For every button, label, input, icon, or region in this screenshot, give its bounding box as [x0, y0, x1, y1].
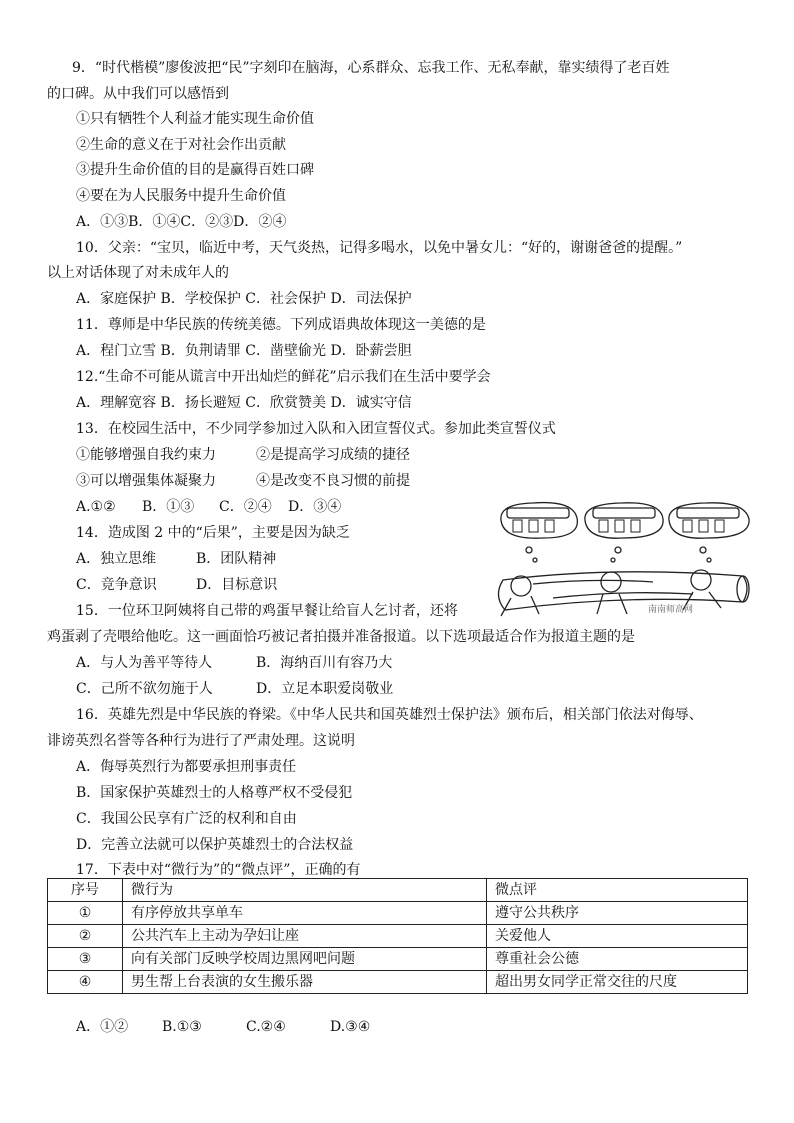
table-cell: 遵守公共秩序 — [487, 902, 748, 925]
q15-option-d: D．立足本职爱岗敬业 — [256, 681, 394, 697]
q9-answers: A．①③B．①④C．②③D．②④ — [76, 214, 287, 230]
q11-stem: 11．尊师是中华民族的传统美德。下列成语典故体现这一美德的是 — [76, 317, 486, 333]
table-header-cell: 微行为 — [123, 879, 487, 902]
q9-option-2: ②生命的意义在于对社会作出贡献 — [76, 137, 286, 153]
q12-answers: A．理解宽容 B．扬长避短 C．欣赏赞美 D．诚实守信 — [76, 395, 412, 411]
q9-option-1: ①只有牺牲个人利益才能实现生命价值 — [76, 111, 314, 127]
q14-option-d: D．目标意识 — [196, 577, 278, 593]
q14-stem: 14．造成图 2 中的“后果”，主要是因为缺乏 — [76, 525, 350, 541]
cartoon-illustration — [493, 498, 755, 628]
q15-option-b: B．海纳百川有容乃大 — [256, 655, 393, 671]
table-cell: 有序停放共享单车 — [123, 902, 487, 925]
q9-stem-line1: 9．“时代楷模”廖俊波把“民”字刻印在脑海，心系群众、忘我工作、无私奉献，靠实绩得了老百姓 — [72, 60, 670, 76]
figure-2-cartoon — [493, 498, 755, 628]
watermark: 南南师高网 — [648, 605, 694, 615]
table-row — [48, 925, 748, 948]
kid-head-2 — [601, 572, 621, 592]
table-header-row — [48, 879, 748, 902]
table-row — [48, 948, 748, 971]
q11-answers: A．程门立雪 B．负荆请罪 C．凿壁偷光 D．卧薪尝胆 — [76, 343, 412, 359]
q15-option-c: C．己所不欲勿施于人 — [76, 681, 213, 697]
q16-option-d: D．完善立法就可以保护英雄烈士的合法权益 — [76, 837, 354, 853]
q13-options-row2 — [76, 471, 476, 491]
q14-option-c: C．竞争意识 — [76, 577, 157, 593]
q13-answer-d: D．③④ — [288, 499, 342, 515]
q13-option-4: ④是改变不良习惯的前提 — [256, 473, 410, 489]
table-cell: ② — [48, 925, 123, 948]
table-cell: 向有关部门反映学校周边黑网吧问题 — [123, 948, 487, 971]
q16-option-b: B．国家保护英雄烈士的人格尊严权不受侵犯 — [76, 785, 353, 801]
q14-options-row2 — [76, 575, 376, 595]
table-cell: ④ — [48, 971, 123, 994]
q17-stem: 17．下表中对“微行为”的“微点评”，正确的有 — [76, 862, 361, 878]
q12-stem: 12.“生命不可能从谎言中开出灿烂的鲜花”启示我们在生活中要学会 — [76, 369, 491, 385]
q13-answers — [76, 497, 476, 517]
q15-stem-line1: 15．一位环卫阿姨将自己带的鸡蛋早餐让给盲人乞讨者，还将 — [76, 603, 458, 619]
q13-stem: 13．在校园生活中，不少同学参加过入队和入团宣誓仪式。参加此类宣誓仪式 — [76, 421, 556, 437]
q13-answer-a: A.①② — [76, 499, 116, 515]
q16-stem-line2: 诽谤英烈名誉等各种行为进行了严肃处理。这说明 — [47, 733, 355, 749]
q16-option-c: C．我国公民享有广泛的权利和自由 — [76, 811, 297, 827]
q17-answer-b: B.①③ — [162, 1019, 202, 1035]
table-header-cell: 微点评 — [487, 879, 748, 902]
q15-stem-line2: 鸡蛋剥了壳喂给他吃。这一画面恰巧被记者拍摄并准备报道。以下选项最适合作为报道主题的是 — [47, 629, 635, 645]
q17-answers — [76, 1017, 476, 1037]
q17-answer-a: A．①② — [76, 1019, 129, 1035]
table-cell: 超出男女同学正常交往的尺度 — [487, 971, 748, 994]
table-cell: ① — [48, 902, 123, 925]
q13-option-1: ①能够增强自我约束力 — [76, 447, 216, 463]
q14-option-b: B．团队精神 — [196, 551, 277, 567]
q14-option-a: A．独立思维 — [76, 551, 157, 567]
q9-stem-line2: 的口碑。从中我们可以感悟到 — [47, 86, 229, 102]
table-cell: ③ — [48, 948, 123, 971]
q10-stem-line1: 10．父亲：“宝贝，临近中考，天气炎热，记得多喝水，以免中暑女儿：“好的，谢谢爸爸的提醒。” — [76, 240, 683, 256]
q14-options-row1 — [76, 549, 376, 569]
q13-answer-b: B．①③ — [142, 499, 195, 515]
table-cell: 公共汽车上主动为孕妇让座 — [123, 925, 487, 948]
q13-options-row1 — [76, 445, 476, 465]
q16-stem-line1: 16．英雄先烈是中华民族的脊梁。《中华人民共和国英雄烈士保护法》颁布后，相关部门依法对侮辱、 — [76, 707, 703, 723]
q9-option-4: ④要在为人民服务中提升生命价值 — [76, 188, 286, 204]
q17-answer-d: D.③④ — [330, 1019, 371, 1035]
table-cell: 关爱他人 — [487, 925, 748, 948]
q13-option-2: ②是提高学习成绩的捷径 — [256, 447, 410, 463]
table-header-cell: 序号 — [48, 879, 123, 902]
table-cell: 男生帮上台表演的女生搬乐器 — [123, 971, 487, 994]
q17-answer-c: C.②④ — [246, 1019, 286, 1035]
kid-head-1 — [511, 576, 531, 596]
table-row — [48, 902, 748, 925]
q15-options-row2 — [76, 679, 476, 699]
q10-answers: A．家庭保护 B．学校保护 C．社会保护 D．司法保护 — [76, 291, 412, 307]
q9-option-3: ③提升生命价值的目的是赢得百姓口碑 — [76, 162, 314, 178]
q16-option-a: A．侮辱英烈行为都要承担刑事责任 — [76, 759, 297, 775]
q15-options-row1 — [76, 653, 476, 673]
q15-option-a: A．与人为善平等待人 — [76, 655, 213, 671]
table-cell: 尊重社会公德 — [487, 948, 748, 971]
q17-table — [47, 878, 748, 994]
q10-stem-line2: 以上对话体现了对未成年人的 — [47, 265, 229, 281]
q13-option-3: ③可以增强集体凝聚力 — [76, 473, 216, 489]
q13-answer-c: C．②④ — [219, 499, 272, 515]
table-row — [48, 971, 748, 994]
